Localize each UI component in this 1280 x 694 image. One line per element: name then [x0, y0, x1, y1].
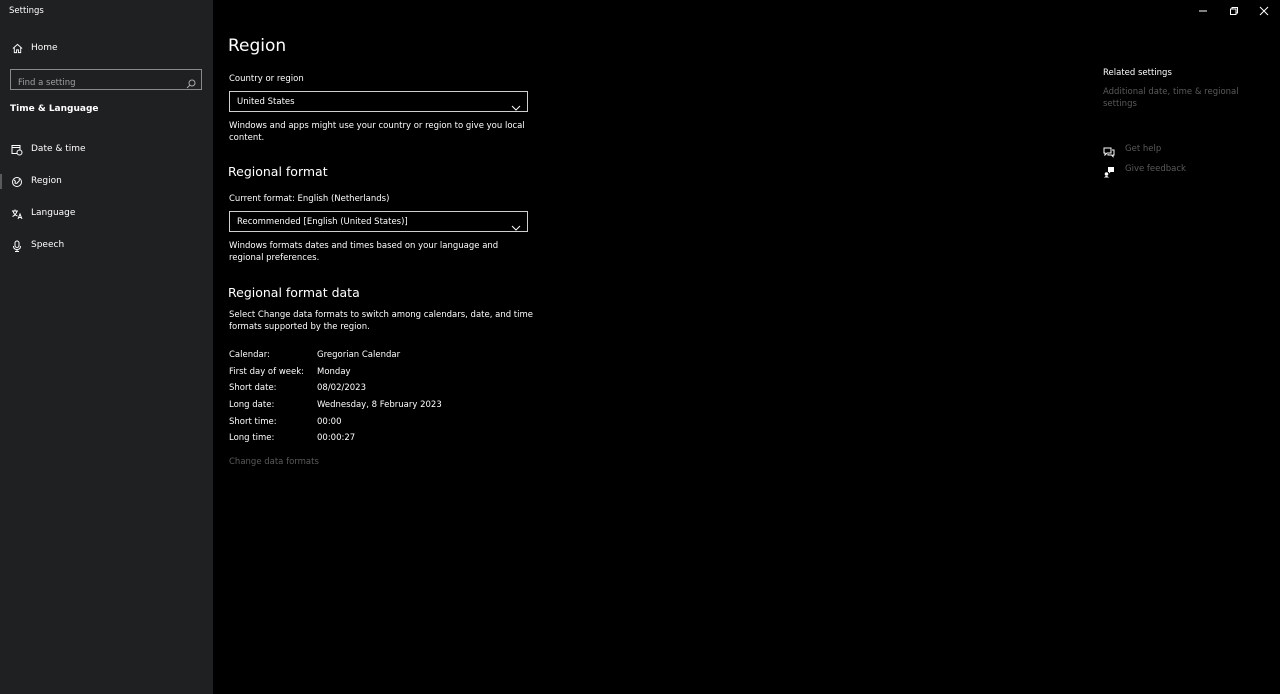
feedback-icon [1103, 163, 1115, 175]
sidebar-item-label: Home [31, 43, 58, 53]
format-row-short-time [229, 417, 629, 431]
sidebar-item-label: Speech [31, 240, 65, 250]
regional-format-dropdown[interactable] [229, 211, 528, 232]
regional-format-heading: Regional format [228, 164, 328, 179]
format-value: Monday [317, 367, 351, 377]
related-settings-title: Related settings [1103, 68, 1172, 78]
country-description: Windows and apps might use your country or region to give you local content. [229, 121, 525, 143]
format-value: 00:00 [317, 417, 342, 427]
give-feedback-link[interactable] [1103, 163, 1263, 177]
globe-icon [11, 176, 23, 188]
page-title: Region [228, 36, 287, 56]
format-row-calendar [229, 350, 629, 364]
current-format-label: Current format: English (Netherlands) [229, 194, 390, 204]
main-content [213, 0, 1093, 694]
app-title: Settings [9, 6, 44, 16]
sidebar-item-label: Date & time [31, 144, 86, 154]
format-data-heading: Regional format data [228, 285, 360, 300]
format-value: 08/02/2023 [317, 383, 366, 393]
home-icon [11, 42, 23, 54]
format-value: Gregorian Calendar [317, 350, 401, 360]
sidebar-item-label: Language [31, 208, 76, 218]
format-key: First day of week: [229, 367, 305, 377]
regional-format-description: Windows formats dates and times based on your language and regional preferences. [229, 241, 499, 263]
minimize-button[interactable] [1188, 0, 1218, 20]
close-button[interactable] [1249, 0, 1279, 20]
search-input[interactable] [11, 74, 176, 93]
language-icon [11, 208, 23, 220]
minimize-icon [1198, 1, 1208, 20]
country-value: United States [237, 96, 295, 107]
sidebar-item-region[interactable] [0, 171, 213, 193]
microphone-icon [11, 240, 23, 252]
format-row-long-time [229, 433, 629, 447]
chevron-down-icon [511, 97, 521, 105]
related-settings [1103, 68, 1273, 110]
format-value: 00:00:27 [317, 433, 356, 443]
format-value: Wednesday, 8 February 2023 [317, 400, 442, 410]
format-row-first-day [229, 367, 629, 381]
get-help-label: Get help [1125, 144, 1162, 154]
chevron-down-icon [511, 217, 521, 225]
sidebar-item-language[interactable] [0, 203, 213, 225]
sidebar [0, 0, 213, 694]
format-key: Long date: [229, 400, 275, 410]
regional-format-value: Recommended [English (United States)] [237, 216, 408, 227]
format-key: Calendar: [229, 350, 270, 360]
sidebar-item-label: Region [31, 176, 62, 186]
restore-button[interactable] [1219, 0, 1249, 20]
calendar-clock-icon [11, 144, 23, 156]
search-box [10, 69, 202, 90]
chat-help-icon [1103, 143, 1115, 155]
sidebar-section-title: Time & Language [10, 104, 99, 114]
format-key: Short date: [229, 383, 277, 393]
format-data-description: Select Change data formats to switch among calendars, date, and time formats supported by the region. [229, 310, 534, 332]
close-icon [1259, 1, 1269, 20]
sidebar-item-date-time[interactable] [0, 139, 213, 161]
restore-icon [1229, 1, 1239, 20]
change-data-formats-link[interactable]: Change data formats [229, 457, 319, 467]
country-label: Country or region [229, 74, 304, 84]
get-help-link[interactable] [1103, 143, 1263, 157]
additional-settings-link[interactable]: Additional date, time & regional settings [1103, 87, 1239, 109]
sidebar-item-speech[interactable] [0, 235, 213, 257]
format-row-short-date [229, 383, 629, 397]
format-key: Short time: [229, 417, 277, 427]
search-icon[interactable] [186, 74, 196, 84]
sidebar-item-home[interactable] [0, 38, 213, 58]
give-feedback-label: Give feedback [1125, 164, 1186, 174]
country-dropdown[interactable] [229, 91, 528, 112]
format-row-long-date [229, 400, 629, 414]
format-key: Long time: [229, 433, 275, 443]
